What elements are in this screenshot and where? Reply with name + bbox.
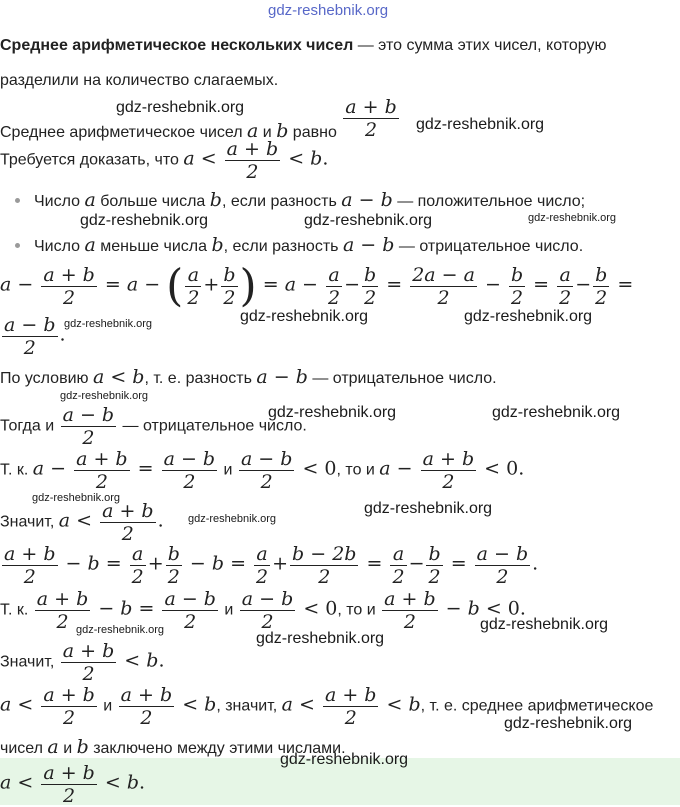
watermark: gdz-reshebnik.org <box>504 715 633 732</box>
mean-line: Среднее арифметическое чисел a и b равно $\frac{a + b}{2}$ <box>0 96 397 142</box>
watermark: gdz-reshebnik.org <box>492 404 621 421</box>
bullet-dot <box>15 198 20 203</box>
prove-text: Требуется доказать, что <box>0 151 184 169</box>
watermark: gdz-reshebnik.org <box>32 492 121 504</box>
watermark: gdz-reshebnik.org <box>64 318 153 330</box>
bullet-dot <box>15 243 20 248</box>
then-line: Тогда и $\frac{a - b}{2}$ — отрицательное число. <box>0 404 307 449</box>
equation-mean-minus-b: $\frac{a + b}{2}$ − b = $\frac{a}{2}$ + $\frac{b}{2}$ − b = $\frac{a}{2}$ + $\frac{b - 2b}{2}$ = $\frac{a}{2}$ − $\frac{b}{2}$ = $\frac{a - b}{2}$ . <box>4 543 539 588</box>
watermark: gdz-reshebnik.org <box>416 116 545 133</box>
bullet-item-greater: Число a больше числа b, если разность a − b — положительное число; <box>34 189 586 211</box>
watermark: gdz-reshebnik.org <box>188 513 277 525</box>
definition-term: Среднее арифметическое нескольких чисел <box>0 37 354 54</box>
since-line-1: Т. к. a − $\frac{a + b}{2}$ = $\frac{a - b}{2}$ и $\frac{a - b}{2}$ < 0, то и a − $\frac{a + b}{2}$ < 0. <box>0 448 525 493</box>
bullet-item-less: Число a меньше числа b, если разность a − b — отрицательное число. <box>34 234 584 256</box>
watermark: gdz-reshebnik.org <box>528 212 617 224</box>
watermark: gdz-reshebnik.org <box>80 212 209 229</box>
definition-line-1 <box>0 36 607 56</box>
conclusion-line-2: чисел a и b заключено между этими числами. <box>0 736 346 758</box>
watermark: gdz-reshebnik.org <box>76 624 165 636</box>
watermark: gdz-reshebnik.org <box>304 212 433 229</box>
watermark: gdz-reshebnik.org <box>240 308 369 325</box>
watermark: gdz-reshebnik.org <box>480 616 609 633</box>
equation-a-minus-mean: a − $\frac{a + b}{2}$ = a − ( $\frac{a}{2}$ + $\frac{b}{2}$ ) = a − $\frac{a}{2}$ − $\frac{b}{2}$ = $\frac{2a - a}{2}$ − $\frac{b}{2}$ = $\frac{a}{2}$ − $\frac{b}{2}$ = <box>0 260 634 312</box>
mean-text: Среднее арифметическое чисел <box>0 123 248 141</box>
fraction-a-plus-b-over-2: $\frac{a + b}{2}$ <box>345 96 397 141</box>
final-result: a < $\frac{a + b}{2}$ < b. <box>0 762 146 807</box>
watermark: gdz-reshebnik.org <box>268 404 397 421</box>
watermark: gdz-reshebnik.org <box>256 630 385 647</box>
hence-line-1: Значит, a < $\frac{a + b}{2}$ . <box>0 500 164 545</box>
since-line-2: Т. к. $\frac{a + b}{2}$ − b = $\frac{a - b}{2}$ и $\frac{a - b}{2}$ < 0, то и $\frac{a + b}{2}$ − b < 0. <box>0 588 526 633</box>
watermark: gdz-reshebnik.org <box>116 99 245 116</box>
condition-line: По условию a < b, т. е. разность a − b — отрицательное число. <box>0 366 497 388</box>
watermark: gdz-reshebnik.org <box>364 500 493 517</box>
definition-line-2: разделили на количество слагаемых. <box>0 72 279 89</box>
equation-result-1: $\frac{a - b}{2}$ . <box>4 314 66 359</box>
watermark: gdz-reshebnik.org <box>464 308 593 325</box>
definition-rest: — это сумма этих чисел, которую <box>353 37 607 54</box>
equals-word: равно <box>288 123 342 141</box>
watermark: gdz-reshebnik.org <box>280 751 409 768</box>
watermark: gdz-reshebnik.org <box>60 390 149 402</box>
hence-line-2: Значит, $\frac{a + b}{2}$ < b. <box>0 640 165 685</box>
prove-line: Требуется доказать, что a < $\frac{a + b}{2}$ < b. <box>0 138 329 183</box>
and-text: и <box>258 123 277 141</box>
watermark-top: gdz-reshebnik.org <box>268 2 389 19</box>
conclusion-line: a < $\frac{a + b}{2}$ и $\frac{a + b}{2}$ < b, значит, a < $\frac{a + b}{2}$ < b, т. е. среднее арифметическое <box>0 684 654 729</box>
